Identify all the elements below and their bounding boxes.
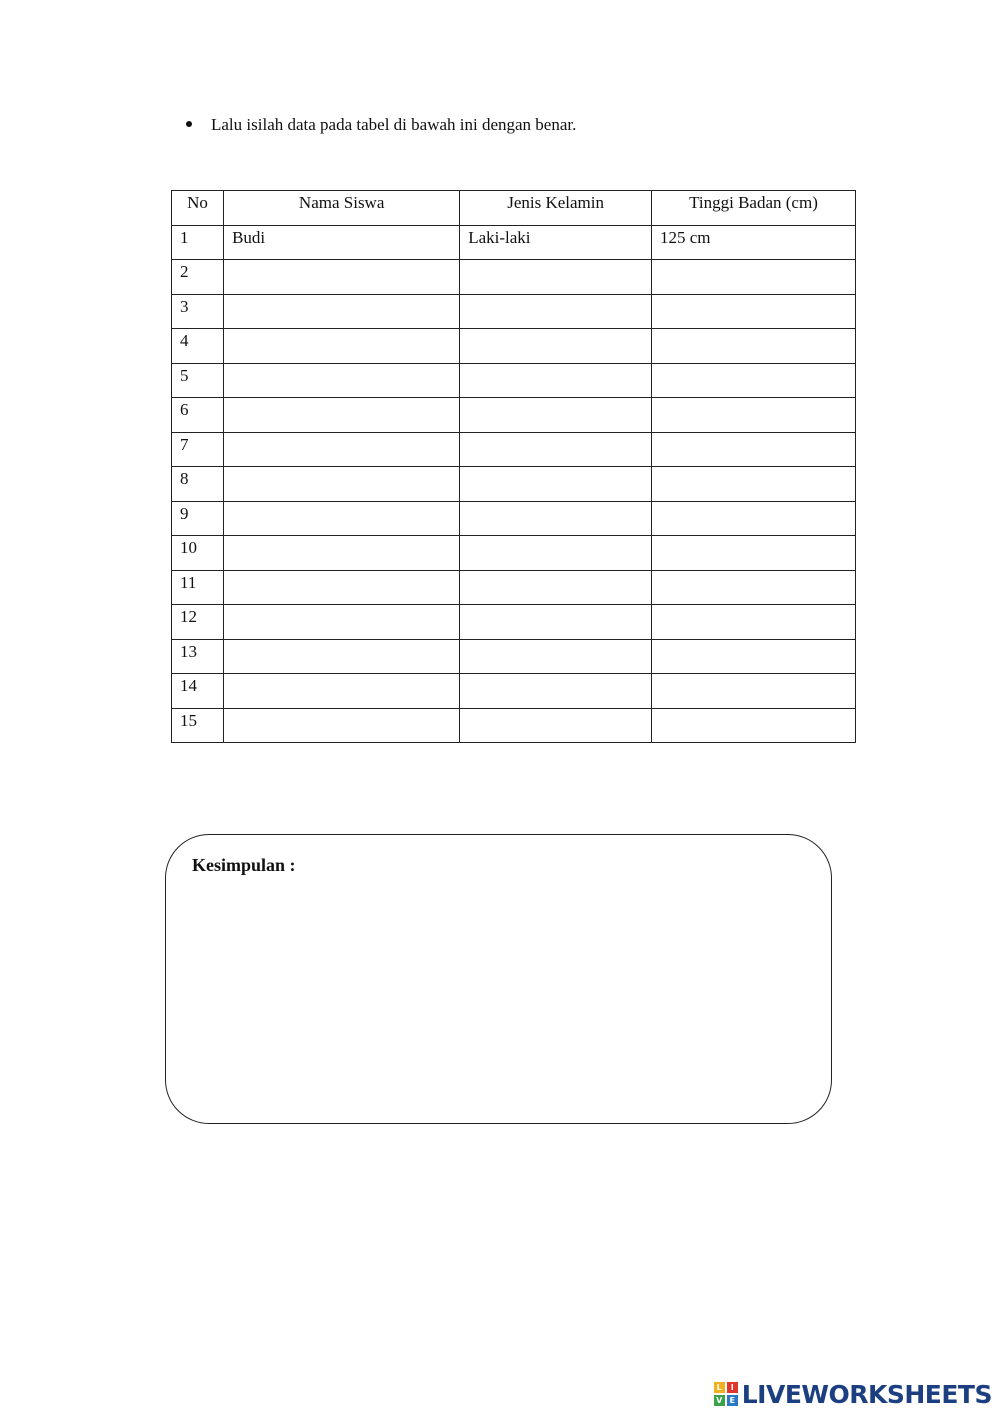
cell-no: 8	[172, 467, 224, 502]
cell-tinggi-badan[interactable]	[652, 639, 856, 674]
table-header-row	[172, 191, 856, 226]
cell-no: 13	[172, 639, 224, 674]
cell-no: 6	[172, 398, 224, 433]
cell-jenis-kelamin[interactable]	[460, 432, 652, 467]
cell-tinggi-badan[interactable]	[652, 605, 856, 640]
cell-nama-siswa[interactable]	[224, 570, 460, 605]
table-row	[172, 225, 856, 260]
cell-no: 14	[172, 674, 224, 709]
student-data-table	[171, 190, 856, 743]
table-row	[172, 432, 856, 467]
cell-no: 3	[172, 294, 224, 329]
cell-no: 1	[172, 225, 224, 260]
cell-no: 11	[172, 570, 224, 605]
cell-nama-siswa[interactable]	[224, 432, 460, 467]
table-row	[172, 708, 856, 743]
header-tinggi-badan: Tinggi Badan (cm)	[652, 191, 856, 226]
cell-jenis-kelamin[interactable]	[460, 674, 652, 709]
table-row	[172, 398, 856, 433]
cell-tinggi-badan[interactable]	[652, 294, 856, 329]
table-row	[172, 260, 856, 295]
cell-nama-siswa[interactable]	[224, 708, 460, 743]
cell-no: 10	[172, 536, 224, 571]
cell-tinggi-badan[interactable]	[652, 363, 856, 398]
logo-mark-cell: E	[727, 1395, 738, 1406]
cell-no: 7	[172, 432, 224, 467]
cell-nama-siswa[interactable]	[224, 294, 460, 329]
logo-mark-cell: V	[714, 1395, 725, 1406]
cell-tinggi-badan[interactable]	[652, 570, 856, 605]
cell-no: 5	[172, 363, 224, 398]
cell-nama-siswa[interactable]	[224, 674, 460, 709]
table-row	[172, 570, 856, 605]
instruction-line	[186, 114, 576, 136]
table-row	[172, 501, 856, 536]
cell-jenis-kelamin[interactable]	[460, 708, 652, 743]
cell-jenis-kelamin[interactable]	[460, 329, 652, 364]
cell-jenis-kelamin[interactable]	[460, 363, 652, 398]
cell-nama-siswa[interactable]	[224, 260, 460, 295]
cell-no: 9	[172, 501, 224, 536]
cell-tinggi-badan[interactable]	[652, 432, 856, 467]
logo-mark-cell: L	[714, 1382, 725, 1393]
cell-jenis-kelamin[interactable]: Laki-laki	[460, 225, 652, 260]
cell-nama-siswa[interactable]	[224, 329, 460, 364]
cell-nama-siswa[interactable]	[224, 605, 460, 640]
cell-tinggi-badan[interactable]	[652, 708, 856, 743]
cell-nama-siswa[interactable]	[224, 639, 460, 674]
logo-mark-cell: I	[727, 1382, 738, 1393]
cell-nama-siswa[interactable]	[224, 501, 460, 536]
cell-tinggi-badan[interactable]	[652, 501, 856, 536]
cell-jenis-kelamin[interactable]	[460, 398, 652, 433]
cell-nama-siswa[interactable]: Budi	[224, 225, 460, 260]
cell-nama-siswa[interactable]	[224, 467, 460, 502]
cell-jenis-kelamin[interactable]	[460, 501, 652, 536]
table-row	[172, 467, 856, 502]
cell-tinggi-badan[interactable]	[652, 467, 856, 502]
conclusion-label: Kesimpulan :	[192, 855, 296, 875]
cell-tinggi-badan[interactable]	[652, 674, 856, 709]
cell-nama-siswa[interactable]	[224, 363, 460, 398]
header-nama-siswa: Nama Siswa	[224, 191, 460, 226]
logo-text: LIVEWORKSHEETS	[741, 1379, 992, 1409]
instruction-text: Lalu isilah data pada tabel di bawah ini dengan benar.	[211, 115, 577, 134]
cell-tinggi-badan[interactable]	[652, 536, 856, 571]
liveworksheets-logo	[714, 1379, 992, 1409]
cell-no: 2	[172, 260, 224, 295]
cell-nama-siswa[interactable]	[224, 536, 460, 571]
table-row	[172, 363, 856, 398]
conclusion-box[interactable]	[165, 834, 832, 1124]
cell-nama-siswa[interactable]	[224, 398, 460, 433]
cell-jenis-kelamin[interactable]	[460, 639, 652, 674]
cell-no: 4	[172, 329, 224, 364]
cell-jenis-kelamin[interactable]	[460, 570, 652, 605]
cell-jenis-kelamin[interactable]	[460, 467, 652, 502]
table-row	[172, 536, 856, 571]
cell-tinggi-badan[interactable]	[652, 329, 856, 364]
table-row	[172, 605, 856, 640]
table-row	[172, 639, 856, 674]
cell-jenis-kelamin[interactable]	[460, 605, 652, 640]
cell-no: 12	[172, 605, 224, 640]
cell-jenis-kelamin[interactable]	[460, 536, 652, 571]
header-no: No	[172, 191, 224, 226]
table-row	[172, 329, 856, 364]
cell-jenis-kelamin[interactable]	[460, 260, 652, 295]
cell-tinggi-badan[interactable]	[652, 398, 856, 433]
logo-mark-icon	[714, 1382, 738, 1406]
header-jenis-kelamin: Jenis Kelamin	[460, 191, 652, 226]
cell-tinggi-badan[interactable]: 125 cm	[652, 225, 856, 260]
table-row	[172, 674, 856, 709]
bullet-icon	[186, 121, 192, 127]
cell-no: 15	[172, 708, 224, 743]
table-row	[172, 294, 856, 329]
cell-jenis-kelamin[interactable]	[460, 294, 652, 329]
cell-tinggi-badan[interactable]	[652, 260, 856, 295]
